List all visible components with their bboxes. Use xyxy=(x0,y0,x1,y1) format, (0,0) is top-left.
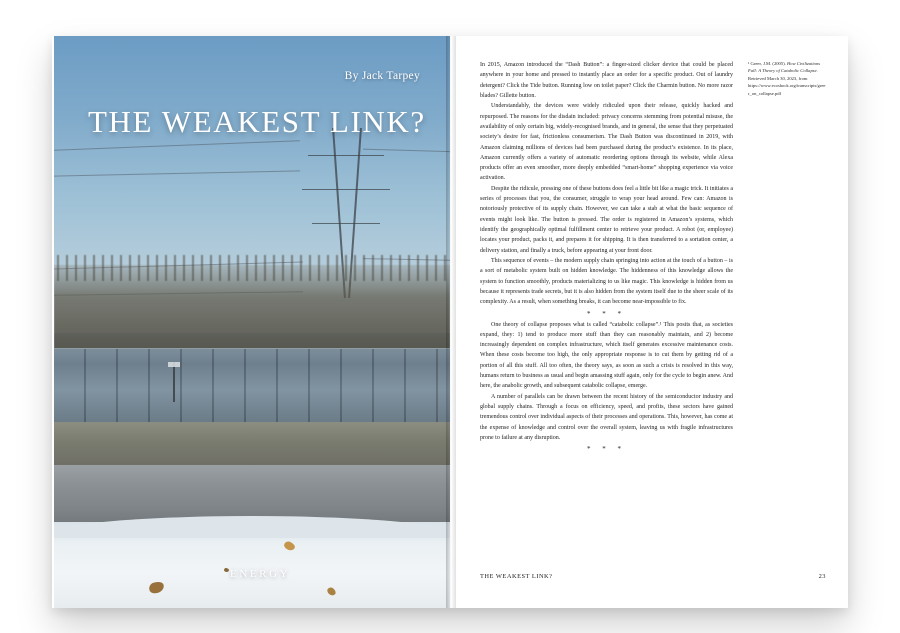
article-byline: By Jack Tarpey xyxy=(344,70,420,82)
section-label: ENERGY xyxy=(230,568,291,580)
body-paragraph: Understandably, the devices were widely ridiculed upon their release, quickly hacked and repurposed. The reasons for the disdain included: privacy concerns stemming from potential misuse, the availability of only certain big, widely-recognised brands, and in general, the sense that they perpetuated society’s desire for fast, frictionless consumerism. The Dash Button was discontinued in 2019, with Amazon claiming millions of devices had been purchased during the product’s existence. In its place, Amazon currently offers a variety of automatic reordering options through its website, while Alexa products offer an even smoother, more deeply embedded “smart-home” shopping experience via voice activation. xyxy=(480,103,733,182)
photo-treeline xyxy=(54,265,450,357)
body-paragraph: This sequence of events – the modern supply chain springing into action at the touch of a button – is a sort of metabolic system built on hidden knowledge. The hiddenness of this knowledge allows the system to function smoothly, products materializing to us like magic. This knowledge is hidden from us because it represents trade secrets, but it is also hidden from the system itself due to the sheer scale of its complexity. As a result, when something breaks, it can become near-impossible to fix. xyxy=(480,257,733,306)
footnote-text-after: Retrieved March 30, 2023, from https://www.ecoshock.org/transcripts/greer_on_collapse.pdf xyxy=(748,75,826,96)
body-paragraph: One theory of collapse proposes what is called “catabolic collapse”.¹ This posits that, as societies expand, they: 1) tend to produce more stuff than they can reasonably maintain, and 2) become increasingly dependent on complex infrastructure, which itself generates excessive maintenance costs. When these costs become too high, the only appropriate response is to cut them by getting rid of a portion of all this stuff. All too often, the theory says, as soon as such a crisis is resolved in this way, humans return to business as usual and begin amassing stuff again, only for the cycle to begin anew. And here, the anabolic growth, and subsequent catabolic collapse, emerge. xyxy=(480,321,733,390)
footnotes-column xyxy=(748,60,826,103)
roadside-pole xyxy=(173,362,175,402)
page-number: 23 xyxy=(818,573,826,580)
photo-concrete-fence xyxy=(54,348,450,424)
body-paragraph: In 2015, Amazon introduced the “Dash Button”: a finger-sized clicker device that could be placed anywhere in your home and pressed to instantly place an order for a specific product. Out of laundry detergent? Click the Tide button. Running low on toilet paper? Click the Charmin button. No more razor blades? Gillette button. xyxy=(480,62,733,99)
article-headline: THE WEAKEST LINK? xyxy=(88,104,426,139)
body-paragraph: Despite the ridicule, pressing one of these buttons does feel a little bit like a magic trick. It initiates a series of processes that you, the consumer, struggle to wrap your head around. Few can: Amazon is notoriously protective of its supply chain. However, we can take a stab at what the basic sequence of events might look like. The button is pressed. The order is registered in Amazon’s systems, which identify the geographically optimal fulfillment center to retrieve your product. A robot (or, employee) locates your product, packs it, and prepares it for shipping. It is then transferred to a sortation center, a delivery station, and finally a truck, before appearing at your front door. xyxy=(480,185,733,254)
footnote-title: How Civilizations Fall: A Theory of Catabolic Collapse. xyxy=(748,61,821,74)
section-divider: * * * xyxy=(587,445,626,454)
body-column xyxy=(480,60,733,455)
photo-snowbank xyxy=(54,522,450,608)
right-page-text xyxy=(456,36,848,608)
page-footer xyxy=(480,573,826,580)
footnote-item xyxy=(748,60,826,97)
photo-roadside-ground xyxy=(54,422,450,465)
section-divider: * * * xyxy=(587,309,626,318)
left-page-photo xyxy=(54,36,450,608)
running-head: THE WEAKEST LINK? xyxy=(480,573,553,580)
body-paragraph: A number of parallels can be drawn between the recent history of the semiconductor industry and global supply chains. Through a focus on efficiency, speed, and profits, these sectors have gained tremendous control over individual aspects of their processes and operations. This, however, has come at the expense of knowledge and control over the overall system, leaving us with fragile infrastructures prone to failure at any disruption. xyxy=(480,393,733,441)
footnote-text-before: ¹ Greer, J.M. (2005). xyxy=(748,61,787,66)
